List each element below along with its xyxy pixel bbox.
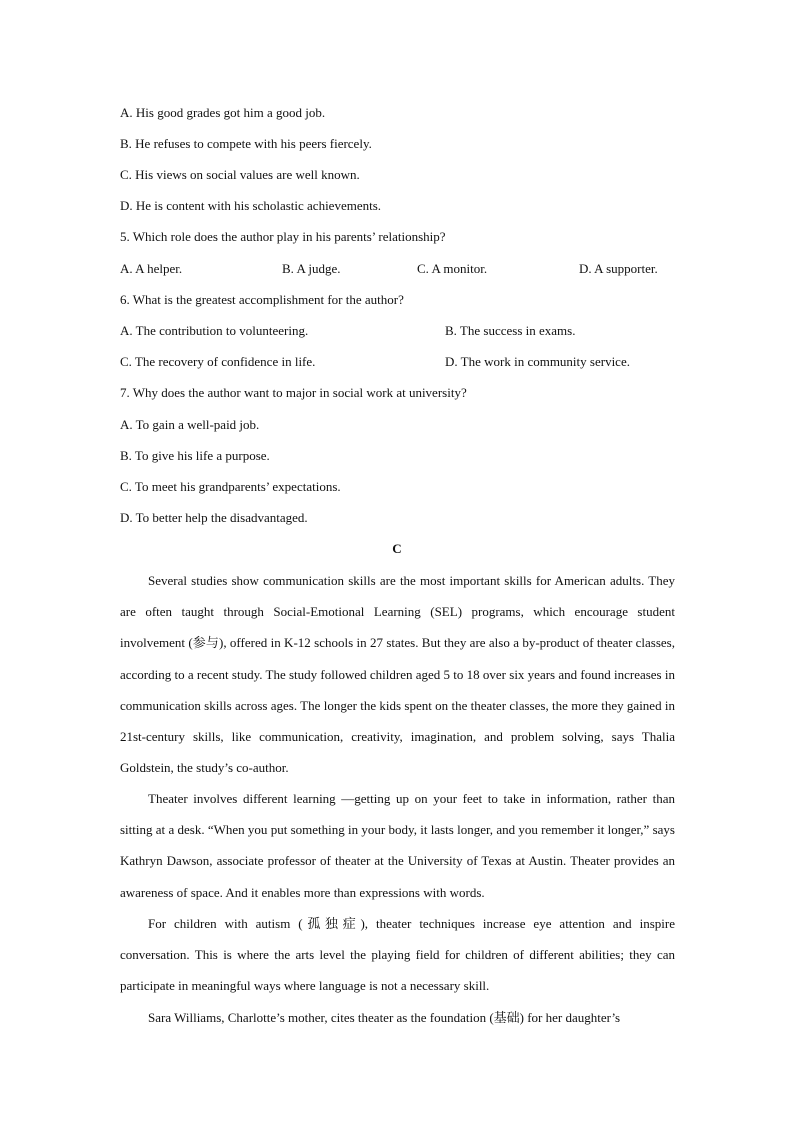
- q6-question: 6. What is the greatest accomplishment for the author?: [120, 292, 404, 307]
- q7-option-b: B. To give his life a purpose.: [120, 448, 270, 463]
- q5-option-d: D. A supporter.: [579, 261, 658, 276]
- passage-paragraph-3: For children with autism (孤独症), theater techniques increase eye attention and inspire conversation. This is where the arts level the playing field for children of different abilities; they can participate in meaningful ways where language is not a necessary skill.: [120, 916, 675, 994]
- q7-option-d: D. To better help the disadvantaged.: [120, 510, 308, 525]
- q5-option-c: C. A monitor.: [417, 261, 488, 276]
- q4-option-a: A. His good grades got him a good job.: [120, 105, 326, 120]
- passage-paragraph-1: Several studies show communication skills are the most important skills for American adults. They are often taught through Social-Emotional Learning (SEL) programs, which encourage student involvement (参与), offered in K-12 schools in 27 states. But they are also a by-product of theater classes, according to a recent study. The study followed children aged 5 to 18 over six years and found increases in communication skills across ages. The longer the kids spent on the theater classes, the more they gained in 21st-century skills, like communication, creativity, imagination, and problem solving, says Thalia Goldstein, the study’s co-author.: [120, 573, 675, 776]
- q4-option-c: C. His views on social values are well known.: [120, 167, 360, 182]
- q5-option-a: A. A helper.: [120, 261, 183, 276]
- passage-paragraph-4: Sara Williams, Charlotte’s mother, cites theater as the foundation (基础) for her daughter’s: [148, 1010, 621, 1025]
- q6-option-a: A. The contribution to volunteering.: [120, 323, 309, 338]
- q7-option-c: C. To meet his grandparents’ expectations.: [120, 479, 341, 494]
- q4-option-d: D. He is content with his scholastic achievements.: [120, 198, 382, 213]
- passage-paragraph-2: Theater involves different learning —getting up on your feet to take in information, rather than sitting at a desk. “When you put something in your body, it lasts longer, and you remember it longer,” says Kathryn Dawson, associate professor of theater at the University of Texas at Austin. Theater provides an awareness of space. And it enables more than expressions with words.: [120, 791, 675, 900]
- q6-option-d: D. The work in community service.: [445, 354, 630, 369]
- q7-question: 7. Why does the author want to major in social work at university?: [120, 385, 467, 400]
- q6-option-b: B. The success in exams.: [445, 323, 576, 338]
- q5-option-b: B. A judge.: [282, 261, 341, 276]
- q7-option-a: A. To gain a well-paid job.: [120, 417, 260, 432]
- q4-option-b: B. He refuses to compete with his peers fiercely.: [120, 136, 372, 151]
- q6-option-c: C. The recovery of confidence in life.: [120, 354, 316, 369]
- section-heading: C: [392, 541, 402, 556]
- q5-question: 5. Which role does the author play in his parents’ relationship?: [120, 229, 446, 244]
